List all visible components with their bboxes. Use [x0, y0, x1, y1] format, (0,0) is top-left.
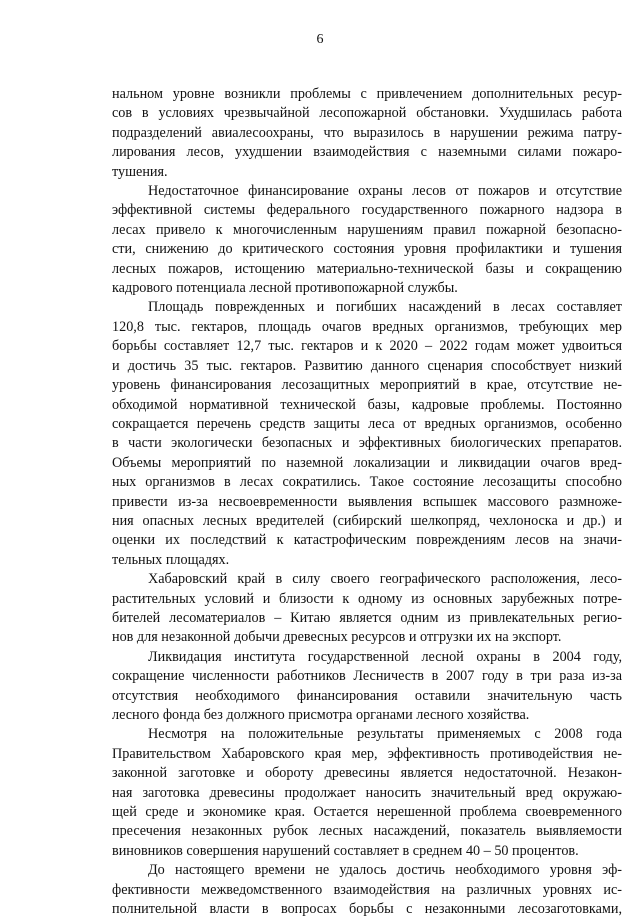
- paragraph: [112, 182, 622, 298]
- paragraph-line: сокращается перечень средств защиты леса от вредных организмов, особенно: [112, 415, 622, 432]
- paragraph: [112, 298, 622, 570]
- paragraph-line: Недостаточное финансирование охраны лесов от пожаров и отсутствие: [148, 183, 622, 200]
- paragraph: [112, 570, 622, 648]
- paragraph-line: ная заготовка древесины продолжает наносить значительный вред окружаю-: [112, 784, 622, 801]
- paragraph-line: сти, снижению до критического состояния уровня профилактики и тушения: [112, 241, 622, 258]
- paragraph-line: До настоящего времени не удалось достичь необходимого уровня эф-: [148, 862, 622, 879]
- paragraph-line: лесного фонда без должного присмотра органами лесного хозяйства.: [112, 707, 530, 723]
- paragraph-line: борьбы составляет 12,7 тыс. гектаров и к 2020 – 2022 годам может удвоиться: [112, 338, 622, 355]
- paragraph-line: Площадь поврежденных и погибших насаждений в лесах составляет: [148, 299, 622, 316]
- paragraph-line: и достичь 35 тыс. гектаров. Развитию данного сценария способствует низкий: [112, 357, 622, 374]
- paragraph-line: подразделений авиалесоохраны, что выразилось в нарушении режима патру-: [112, 124, 622, 141]
- paragraph-line: лесах привело к многочисленным нарушениям правил пожарной безопасно-: [112, 221, 622, 238]
- paragraph: [112, 861, 622, 919]
- paragraph-line: 120,8 тыс. гектаров, площадь очагов вредных организмов, требующих мер: [112, 318, 622, 335]
- paragraph: [112, 85, 622, 182]
- paragraph-line: обходимой нормативной технической базы, кадровые проблемы. Постоянно: [112, 396, 622, 413]
- paragraph-line: Несмотря на положительные результаты применяемых с 2008 года: [148, 726, 622, 743]
- paragraph-line: сокращение численности работников Лесничеств в 2007 году в три раза из-за: [112, 668, 622, 685]
- paragraph-line: полнительной власти в вопросах борьбы с незаконными лесозаготовками,: [112, 901, 622, 918]
- paragraph-line: эффективной системы федерального государственного пожарного надзора в: [112, 202, 622, 219]
- paragraph-line: тушения.: [112, 163, 168, 180]
- paragraph-line: бителей лесоматериалов – Китаю является одним из привлекательных регио-: [112, 609, 622, 626]
- paragraph-line: Объемы мероприятий по наземной локализации и ликвидации очагов вред-: [112, 454, 622, 471]
- page-number: 6: [316, 32, 324, 47]
- paragraph-line: оценки их последствий к катастрофическим повреждениям лесов на значи-: [112, 532, 622, 549]
- document-body: [112, 85, 622, 919]
- paragraph-line: Хабаровский край в силу своего географического расположения, лесо-: [148, 571, 622, 588]
- paragraph-line: лесных пожаров, истощению материально-технической базы и сокращению: [112, 260, 622, 277]
- paragraph-line: ния опасных лесных вредителей (сибирский шелкопряд, чехлоноска и др.) и: [112, 512, 622, 529]
- paragraph-line: виновников совершения нарушений составляет в среднем 40 – 50 процентов.: [112, 842, 579, 859]
- paragraph-line: законной заготовке и обороту древесины является недостаточной. Незакон-: [112, 765, 622, 782]
- paragraph: [112, 725, 622, 861]
- paragraph-line: отсутствия необходимого финансирования оставили значительную часть: [112, 687, 622, 704]
- paragraph-line: щей среде и экономике края. Остается нерешенной проблема своевременного: [112, 804, 622, 821]
- paragraph-line: Ликвидация института государственной лесной охраны в 2004 году,: [148, 648, 622, 665]
- paragraph-line: пресечения незаконных рубок лесных насаждений, показатель выявляемости: [112, 823, 622, 840]
- paragraph-line: уровень финансирования лесозащитных мероприятий в крае, отсутствие не-: [112, 377, 622, 394]
- paragraph-line: привести из-за несвоевременности выявления вспышек массового размноже-: [112, 493, 622, 510]
- paragraph-line: Правительством Хабаровского края мер, эффективность противодействия не-: [112, 745, 622, 762]
- paragraph-line: лирования лесов, ухудшении взаимодействия с наземными силами пожаро-: [112, 144, 622, 161]
- paragraph-line: ных организмов в лесах сократились. Такое состояние лесозащиты способно: [112, 474, 622, 491]
- paragraph-line: в части экологически безопасных и эффективных биологических препаратов.: [112, 435, 622, 452]
- paragraph-line: фективности межведомственного взаимодействия на различных уровнях ис-: [112, 881, 622, 898]
- paragraph-line: кадрового потенциала лесной противопожарной службы.: [112, 280, 458, 297]
- paragraph-line: тельных площадях.: [112, 551, 230, 568]
- paragraph: [112, 648, 622, 726]
- paragraph-line: растительных условий и близости к одному из основных зарубежных потре-: [112, 590, 622, 607]
- paragraph-line: нальном уровне возникли проблемы с привлечением дополнительных ресур-: [112, 86, 622, 102]
- paragraph-line: сов в условиях чрезвычайной лесопожарной обстановки. Ухудшилась работа: [112, 105, 622, 122]
- paragraph-line: нов для незаконной добычи древесных ресурсов и отгрузки их на экспорт.: [112, 629, 562, 646]
